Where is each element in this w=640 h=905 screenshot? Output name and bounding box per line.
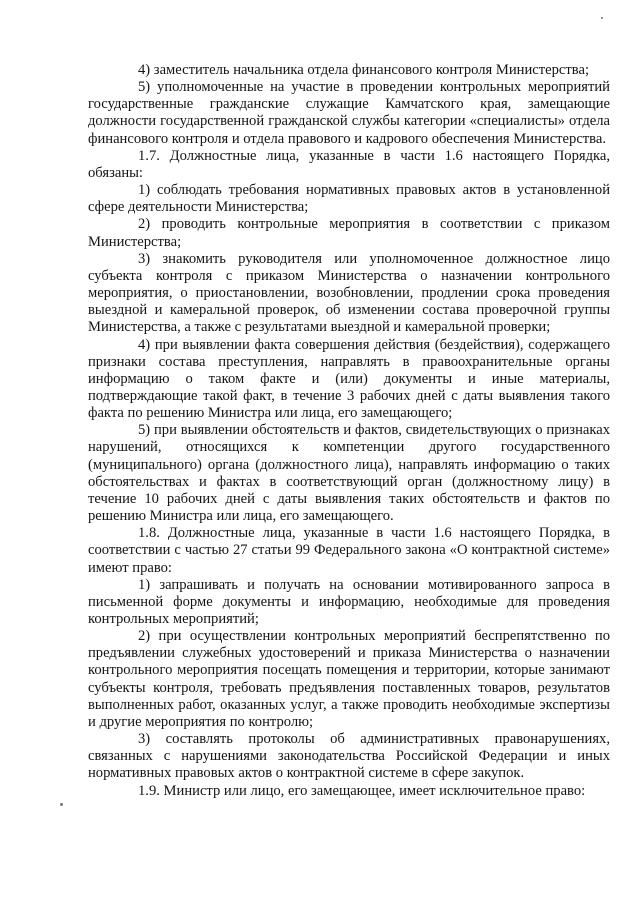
paragraph: 5) при выявлении обстоятельств и фактов, свидетельствующих о признаках нарушений, относящихся к компетенции другого государственного (муниципального) органа (должностного лица), направлять информацию о таких обстоятельствах и фактах в соответствующий орган (должностному лицу) в течение 10 рабочих дней с даты выявления таких обстоятельств и фактов по решению Министра или лица, его замещающего. [88, 422, 610, 525]
scan-speck [60, 803, 63, 806]
document-body [88, 62, 610, 800]
paragraph: 1) соблюдать требования нормативных правовых актов в установленной сфере деятельности Министерства; [88, 182, 610, 216]
paragraph: 1) запрашивать и получать на основании мотивированного запроса в письменной форме документы и информацию, необходимые для проведения контрольных мероприятий; [88, 576, 610, 627]
paragraph: 1.9. Министр или лицо, его замещающее, имеет исключительное право: [138, 782, 586, 799]
paragraph: 4) при выявлении факта совершения действия (бездействия), содержащего признаки состава преступления, направлять в правоохранительные органы информацию о таком факте и (или) документы и иные материалы, подтверждающие такой факт, в течение 3 рабочих дней с даты выявления такого факта по решению Министра или лица, его замещающего; [88, 336, 610, 422]
paragraph: 5) уполномоченные на участие в проведении контрольных мероприятий государственные гражданские служащие Камчатского края, замещающие должности государственной гражданской службы категории «специалисты» отдела финансового контроля и отдела правового и кадрового обеспечения Министерства. [88, 79, 610, 147]
paragraph: 4) заместитель начальника отдела финансового контроля Министерства; [138, 62, 590, 78]
scan-speck [601, 17, 603, 19]
paragraph: 1.8. Должностные лица, указанные в части 1.6 настоящего Порядка, в соответствии с частью 27 статьи 99 Федерального закона «О контрактной системе» имеют право: [88, 525, 610, 576]
paragraph: 2) проводить контрольные мероприятия в соответствии с приказом Министерства; [88, 216, 610, 250]
paragraph: 3) составлять протоколы об административных правонарушениях, связанных с нарушениями законодательства Российской Федерации и иных нормативных правовых актов о контрактной системе в сфере закупок. [88, 731, 610, 782]
paragraph: 1.7. Должностные лица, указанные в части 1.6 настоящего Порядка, обязаны: [88, 147, 610, 181]
paragraph: 2) при осуществлении контрольных мероприятий беспрепятственно по предъявлении служебных удостоверений и приказа Министерства о назначении контрольного мероприятия посещать помещения и территории, которые занимают субъекты контроля, требовать предъявления поставленных товаров, результатов выполненных работ, оказанных услуг, а также проводить необходимые экспертизы и другие мероприятия по контролю; [88, 628, 610, 730]
paragraph: 3) знакомить руководителя или уполномоченное должностное лицо субъекта контроля с приказом Министерства о назначении контрольного мероприятия, о приостановлении, возобновлении, продлении срока проведения выездной и камеральной проверок, об изменении состава проверочной группы Министерства, а также с результатами выездной и камеральной проверки; [88, 250, 610, 336]
